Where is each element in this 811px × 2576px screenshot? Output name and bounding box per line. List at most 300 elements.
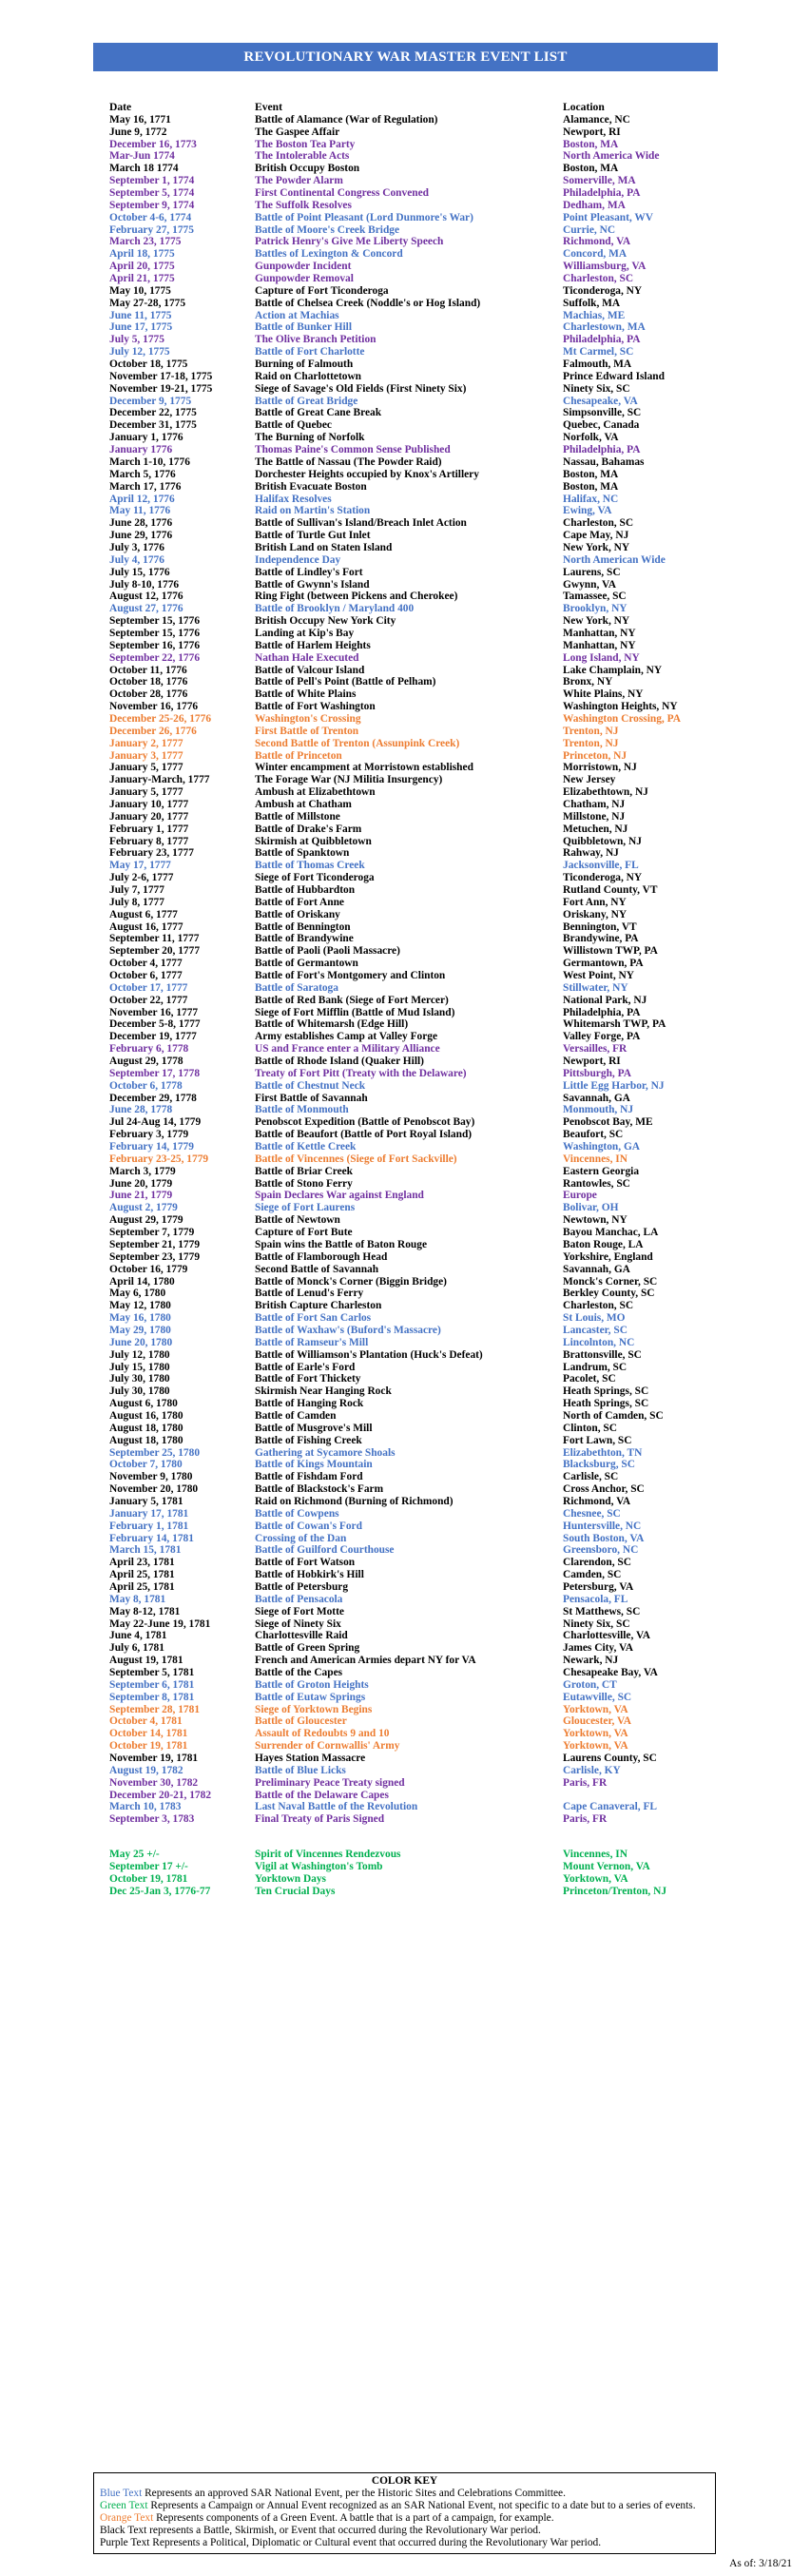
event-date: January 20, 1777 (109, 810, 189, 823)
event-name: Battle of Great Cane Break (255, 407, 382, 419)
event-location: Heath Springs, SC (563, 1398, 649, 1410)
event-name: Battles of Lexington & Concord (255, 248, 403, 261)
event-date: December 20-21, 1782 (109, 1789, 212, 1801)
event-row (109, 273, 718, 285)
event-location: Charlestown, MA (563, 321, 646, 334)
event-name: Battle of Petersburg (255, 1580, 349, 1593)
event-date: August 16, 1777 (109, 920, 183, 933)
event-location: Monck's Corner, SC (563, 1275, 658, 1288)
event-location: Ticonderoga, NY (563, 284, 643, 297)
event-name: Battle of Gloucester (255, 1715, 347, 1728)
event-date: November 19-21, 1775 (109, 382, 213, 395)
event-row (109, 1447, 718, 1460)
event-location: New York, NY (563, 615, 630, 628)
event-location: Washington Crossing, PA (563, 712, 681, 725)
event-row (109, 1093, 718, 1105)
event-location: Baton Rouge, LA (563, 1238, 644, 1250)
event-name: Siege of Fort Mifflin (Battle of Mud Island) (255, 1006, 455, 1018)
event-row (109, 1765, 718, 1777)
event-name: Skirmish Near Hanging Rock (255, 1385, 392, 1398)
event-name: Gunpowder Removal (255, 273, 354, 285)
event-row (109, 995, 718, 1007)
event-location: Trenton, NJ (563, 737, 619, 749)
event-location: Mt Carmel, SC (563, 346, 634, 358)
event-location: Rantowles, SC (563, 1177, 630, 1190)
event-name: Battle of Fort San Carlos (255, 1312, 372, 1325)
event-date: July 5, 1775 (109, 334, 164, 346)
event-date: May 8, 1781 (109, 1593, 166, 1605)
event-row (109, 321, 718, 334)
event-row (109, 419, 718, 432)
event-name: Treaty of Fort Pitt (Treaty with the Delaware) (255, 1067, 467, 1079)
event-date: February 1, 1781 (109, 1520, 189, 1532)
event-location: Yorktown, VA (563, 1740, 628, 1753)
event-row (109, 1533, 718, 1545)
event-date: August 27, 1776 (109, 603, 183, 615)
event-name: Battle of Lenud's Ferry (255, 1288, 364, 1300)
event-row (109, 567, 718, 579)
event-date: December 26, 1776 (109, 725, 197, 737)
event-location: Tamassee, SC (563, 591, 627, 603)
event-row (109, 1618, 718, 1631)
event-row (109, 1471, 718, 1483)
event-name: The Olive Branch Petition (255, 334, 377, 346)
event-location: Blacksburg, SC (563, 1459, 635, 1471)
event-location: Halifax, NC (563, 493, 619, 505)
event-row (109, 628, 718, 640)
event-date: September 23, 1779 (109, 1250, 201, 1263)
event-location: North America Wide (563, 150, 660, 163)
event-location: Paris, FR (563, 1813, 608, 1826)
event-row (109, 909, 718, 921)
event-row (109, 248, 718, 261)
event-name: British Land on Staten Island (255, 541, 393, 553)
event-row (109, 371, 718, 383)
event-date: August 18, 1780 (109, 1434, 183, 1446)
event-date: September 16, 1776 (109, 639, 201, 651)
event-row (109, 1264, 718, 1276)
key-blue-text: Represents an approved SAR National Event, per the Historic Sites and Celebrations Committee. (142, 2488, 566, 2499)
event-date: October 28, 1776 (109, 688, 188, 701)
event-date: October 6, 1778 (109, 1079, 183, 1092)
event-date: August 2, 1779 (109, 1202, 178, 1214)
event-name: Battle of Groton Heights (255, 1678, 369, 1691)
event-row (109, 236, 718, 248)
event-name: Ring Fight (between Pickens and Cherokee) (255, 591, 458, 603)
event-row (109, 542, 718, 554)
event-row (109, 836, 718, 848)
event-location: Vincennes, IN (563, 1849, 628, 1861)
event-location: Prince Edward Island (563, 370, 665, 382)
event-name: Battle of Kettle Creek (255, 1141, 357, 1153)
event-name: Battle of Alamance (War of Regulation) (255, 113, 438, 126)
event-name: British Capture Charleston (255, 1300, 382, 1312)
event-name: Battle of Great Bridge (255, 395, 358, 407)
event-row (109, 334, 718, 346)
event-row (109, 444, 718, 456)
event-row (109, 126, 718, 139)
event-date: March 3, 1779 (109, 1165, 176, 1177)
event-location: Ninety Six, SC (563, 382, 630, 395)
event-date: July 3, 1776 (109, 541, 164, 553)
event-location: Brooklyn, NY (563, 603, 628, 615)
event-name: Hayes Station Massacre (255, 1753, 366, 1765)
event-row (109, 1178, 718, 1191)
key-blue-label: Blue Text (100, 2488, 143, 2499)
event-name: Siege of Savage's Old Fields (First Ninety Six) (255, 382, 467, 395)
event-name: Ambush at Elizabethtown (255, 786, 376, 799)
event-date: June 11, 1775 (109, 309, 172, 321)
event-row (109, 701, 718, 713)
event-date: August 18, 1780 (109, 1422, 183, 1434)
event-location: Alamance, NC (563, 113, 630, 126)
event-name: Gunpowder Incident (255, 261, 352, 273)
event-date: February 23-25, 1779 (109, 1152, 209, 1165)
event-name: Battle of White Plains (255, 688, 357, 701)
event-date: July 12, 1780 (109, 1348, 170, 1361)
event-row (109, 1728, 718, 1740)
event-table (109, 102, 718, 1898)
event-name: Battle of Pensacola (255, 1593, 343, 1605)
event-row (109, 530, 718, 542)
date-column-header: Date (109, 102, 132, 113)
event-name: Battle of Hubbardton (255, 884, 356, 896)
event-row (109, 469, 718, 481)
event-location: Morristown, NJ (563, 762, 637, 774)
event-name: Skirmish at Quibbletown (255, 835, 372, 847)
event-row (109, 494, 718, 506)
event-date: April 25, 1781 (109, 1569, 175, 1581)
event-row (109, 298, 718, 310)
event-row (109, 603, 718, 615)
event-location: Elizabethtown, NJ (563, 786, 648, 799)
event-name: Battle of Fort's Montgomery and Clinton (255, 970, 446, 982)
event-name: Raid on Martin's Station (255, 505, 371, 517)
event-date: October 14, 1781 (109, 1728, 188, 1740)
event-row (109, 1581, 718, 1594)
event-date: August 16, 1780 (109, 1409, 183, 1422)
event-date: November 19, 1781 (109, 1753, 199, 1765)
event-location: South Boston, VA (563, 1532, 645, 1544)
event-location: Fort Lawn, SC (563, 1434, 632, 1446)
event-name: Ten Crucial Days (255, 1885, 336, 1897)
event-location: Long Island, NY (563, 651, 640, 664)
event-row (109, 1007, 718, 1019)
event-row (109, 1801, 718, 1813)
event-name: Battle of Hobkirk's Hill (255, 1569, 364, 1581)
event-location: North American Wide (563, 553, 666, 566)
event-location: Richmond, VA (563, 236, 631, 248)
event-name: Battle of Blue Licks (255, 1764, 346, 1776)
event-row (109, 1239, 718, 1251)
event-location: Cape Canaveral, FL (563, 1801, 658, 1813)
event-date: January 5, 1781 (109, 1495, 183, 1507)
event-row (109, 1018, 718, 1031)
event-name: British Evacuate Boston (255, 480, 367, 493)
event-date: Mar-Jun 1774 (109, 150, 175, 163)
event-date: February 6, 1778 (109, 1043, 189, 1056)
event-name: Preliminary Peace Treaty signed (255, 1776, 405, 1789)
event-location: Whitemarsh TWP, PA (563, 1018, 666, 1031)
key-purple-line: Purple Text Represents a Political, Diplomatic or Cultural event that occurred during the Revolutionary War period. (100, 2537, 602, 2548)
event-row (109, 1715, 718, 1728)
event-date: October 19, 1781 (109, 1872, 188, 1885)
event-row (109, 1630, 718, 1642)
event-name: Capture of Fort Ticonderoga (255, 284, 389, 297)
event-row (109, 1813, 718, 1826)
event-location: Greensboro, NC (563, 1544, 639, 1557)
event-row (109, 1276, 718, 1288)
event-row (109, 676, 718, 688)
event-name: Siege of Fort Laurens (255, 1202, 356, 1214)
event-date: September 6, 1781 (109, 1678, 195, 1691)
event-row (109, 1373, 718, 1385)
event-date: March 5, 1776 (109, 468, 176, 480)
event-row (109, 884, 718, 897)
event-date: July 8-10, 1776 (109, 578, 180, 591)
event-row (109, 847, 718, 860)
event-date: September 17 +/- (109, 1861, 188, 1873)
event-row (109, 285, 718, 298)
event-name: First Battle of Trenton (255, 725, 359, 737)
event-location: Suffolk, MA (563, 297, 621, 309)
event-location: Princeton, NJ (563, 749, 628, 762)
event-name: Battle of Whitemarsh (Edge Hill) (255, 1018, 409, 1031)
event-row (109, 396, 718, 408)
event-name: First Battle of Savannah (255, 1092, 368, 1104)
event-name: Battle of Paoli (Paoli Massacre) (255, 945, 400, 958)
event-location: Brandywine, PA (563, 933, 639, 945)
event-row (109, 738, 718, 750)
event-date: May 22-June 19, 1781 (109, 1617, 211, 1630)
event-name: Landing at Kip's Bay (255, 627, 355, 639)
event-date: May 6, 1780 (109, 1288, 166, 1300)
event-name: Washington's Crossing (255, 712, 361, 725)
event-date: August 12, 1776 (109, 591, 183, 603)
event-date: December 5-8, 1777 (109, 1018, 201, 1031)
event-name: Dorchester Heights occupied by Knox's Artillery (255, 468, 479, 480)
event-location: Quibbletown, NJ (563, 835, 642, 847)
event-location: Somerville, MA (563, 175, 636, 187)
event-location: Eutawville, SC (563, 1691, 632, 1703)
event-row (109, 1435, 718, 1447)
event-row (109, 200, 718, 212)
event-date: April 12, 1776 (109, 493, 175, 505)
event-name: Spain Declares War against England (255, 1190, 424, 1202)
key-orange-label: Orange Text (100, 2512, 154, 2524)
event-name: Raid on Richmond (Burning of Richmond) (255, 1495, 454, 1507)
event-name: Battle of Flamborough Head (255, 1250, 388, 1263)
event-date: May 8-12, 1781 (109, 1605, 181, 1617)
event-row (109, 652, 718, 665)
event-date: September 28, 1781 (109, 1703, 201, 1715)
event-row (109, 897, 718, 909)
event-date: February 27, 1775 (109, 223, 194, 236)
event-date: April 20, 1775 (109, 261, 175, 273)
event-location: Newport, RI (563, 126, 621, 138)
event-name: Battle of Millstone (255, 810, 340, 823)
event-name: Surrender of Cornwallis' Army (255, 1740, 400, 1753)
event-date: July 30, 1780 (109, 1385, 170, 1398)
location-column-header: Location (563, 102, 605, 113)
event-date: February 1, 1777 (109, 823, 189, 835)
event-row (109, 665, 718, 677)
event-row (109, 517, 718, 530)
event-date: January 2, 1777 (109, 737, 183, 749)
event-row (109, 1056, 718, 1068)
event-name: Battle of Harlem Heights (255, 639, 371, 651)
event-row (109, 163, 718, 175)
page-title: REVOLUTIONARY WAR MASTER EVENT LIST (93, 43, 718, 71)
event-name: Battle of Briar Creek (255, 1165, 354, 1177)
event-name: Battle of Blackstock's Farm (255, 1483, 384, 1496)
event-date: March 18 1774 (109, 163, 179, 175)
event-location: West Point, NY (563, 970, 634, 982)
event-date: July 4, 1776 (109, 553, 164, 566)
event-date: October 17, 1777 (109, 981, 188, 994)
event-location: Beaufort, SC (563, 1129, 624, 1141)
event-location: St Matthews, SC (563, 1605, 641, 1617)
event-date: July 7, 1777 (109, 884, 164, 896)
table-header (109, 102, 718, 114)
event-date: June 28, 1776 (109, 517, 173, 530)
event-location: Gloucester, VA (563, 1715, 631, 1728)
event-name: Battle of Chestnut Neck (255, 1079, 366, 1092)
event-row (109, 1520, 718, 1533)
event-name: Battle of Ramseur's Mill (255, 1336, 369, 1348)
event-name: Battle of Germantown (255, 958, 358, 970)
event-date: September 5, 1781 (109, 1667, 195, 1678)
event-name: Battle of Fort Thickety (255, 1373, 361, 1385)
event-name: French and American Armies depart NY for VA (255, 1655, 476, 1667)
event-name: Battle of Chelsea Creek (Noddle's or Hog Island) (255, 297, 481, 309)
event-location: Paris, FR (563, 1776, 608, 1789)
event-location: Lincolnton, NC (563, 1336, 635, 1348)
event-row (109, 1312, 718, 1325)
event-location: Chesapeake Bay, VA (563, 1667, 658, 1678)
event-name: Battle of Bunker Hill (255, 321, 352, 334)
event-row (109, 1251, 718, 1264)
event-date: August 19, 1781 (109, 1655, 183, 1667)
event-date: October 4, 1777 (109, 958, 183, 970)
event-date: September 3, 1783 (109, 1813, 195, 1826)
event-row (109, 811, 718, 823)
event-name: The Burning of Norfolk (255, 432, 365, 444)
event-name: Battle of Musgrove's Mill (255, 1422, 373, 1434)
event-location: Ticonderoga, NY (563, 872, 643, 884)
event-date: July 15, 1780 (109, 1361, 170, 1373)
event-date: September 17, 1778 (109, 1067, 201, 1079)
event-name: Raid on Charlottetown (255, 370, 362, 382)
event-date: March 23, 1775 (109, 236, 182, 248)
event-row (109, 383, 718, 396)
event-name: Battle of Earle's Ford (255, 1361, 356, 1373)
annual-event-rows (109, 1849, 718, 1897)
event-location: Metuchen, NJ (563, 823, 628, 835)
event-date: May 16, 1771 (109, 113, 171, 126)
event-location: Point Pleasant, WV (563, 211, 654, 223)
event-location: Valley Forge, PA (563, 1031, 641, 1043)
event-location: Millstone, NJ (563, 810, 626, 823)
event-location: Carlisle, SC (563, 1471, 619, 1483)
event-row (109, 212, 718, 224)
event-row (109, 432, 718, 444)
event-name: Battle of Brooklyn / Maryland 400 (255, 603, 415, 615)
event-date: March 15, 1781 (109, 1544, 182, 1557)
event-row (109, 1777, 718, 1790)
event-location: Bolivar, OH (563, 1202, 619, 1214)
event-name: British Occupy New York City (255, 615, 396, 628)
event-date: November 20, 1780 (109, 1483, 199, 1496)
event-location: Clarendon, SC (563, 1557, 631, 1569)
event-row (109, 1385, 718, 1398)
event-row (109, 1043, 718, 1056)
event-location: Yorktown, VA (563, 1872, 628, 1885)
event-row (109, 1202, 718, 1214)
event-name: Assault of Redoubts 9 and 10 (255, 1728, 390, 1740)
event-name: Battle of the Capes (255, 1667, 343, 1678)
key-green-line (100, 2500, 709, 2512)
event-date: July 30, 1780 (109, 1373, 170, 1385)
event-row (109, 150, 718, 163)
event-date: May 29, 1780 (109, 1324, 171, 1336)
event-row (109, 1227, 718, 1239)
event-name: Battle of Monck's Corner (Biggin Bridge) (255, 1275, 447, 1288)
event-name: Battle of Fort Watson (255, 1557, 356, 1569)
event-row (109, 1655, 718, 1667)
event-date: February 23, 1777 (109, 847, 194, 860)
event-name: Battle of Lindley's Fort (255, 566, 363, 578)
event-name: Spirit of Vincennes Rendezvous (255, 1849, 401, 1861)
event-location: Pensacola, FL (563, 1593, 628, 1605)
event-location: Savannah, GA (563, 1263, 630, 1275)
event-name: Thomas Paine's Common Sense Published (255, 444, 451, 456)
event-name: Battle of Moore's Creek Bridge (255, 223, 400, 236)
event-date: September 15, 1776 (109, 627, 201, 639)
event-date: December 16, 1773 (109, 138, 197, 150)
event-row (109, 713, 718, 726)
event-date: May 11, 1776 (109, 505, 171, 517)
event-date: Dec 25-Jan 3, 1776-77 (109, 1885, 211, 1897)
event-date: September 5, 1774 (109, 187, 195, 200)
event-date: September 8, 1781 (109, 1691, 195, 1703)
event-name: Halifax Resolves (255, 493, 332, 505)
event-location: Vincennes, IN (563, 1152, 628, 1165)
event-name: Battle of Bennington (255, 920, 351, 933)
event-location: Berkley County, SC (563, 1288, 655, 1300)
event-location: Simpsonville, SC (563, 407, 642, 419)
event-name: Battle of Cowpens (255, 1507, 339, 1520)
event-date: September 7, 1779 (109, 1227, 195, 1239)
event-row (109, 1886, 718, 1898)
event-row (109, 945, 718, 958)
event-row (109, 358, 718, 371)
event-name: British Occupy Boston (255, 163, 360, 175)
event-location: Philadelphia, PA (563, 1006, 641, 1018)
event-date: June 29, 1776 (109, 530, 173, 542)
event-row (109, 762, 718, 774)
event-location: Manhattan, NY (563, 627, 636, 639)
event-date: June 17, 1775 (109, 321, 173, 334)
event-row (109, 688, 718, 701)
event-location: Yorktown, VA (563, 1703, 628, 1715)
event-location: Dedham, MA (563, 199, 626, 211)
event-date: December 25-26, 1776 (109, 712, 212, 725)
event-name: Last Naval Battle of the Revolution (255, 1801, 418, 1813)
event-location: Elizabethton, TN (563, 1446, 643, 1459)
event-row (109, 799, 718, 811)
event-row (109, 750, 718, 763)
